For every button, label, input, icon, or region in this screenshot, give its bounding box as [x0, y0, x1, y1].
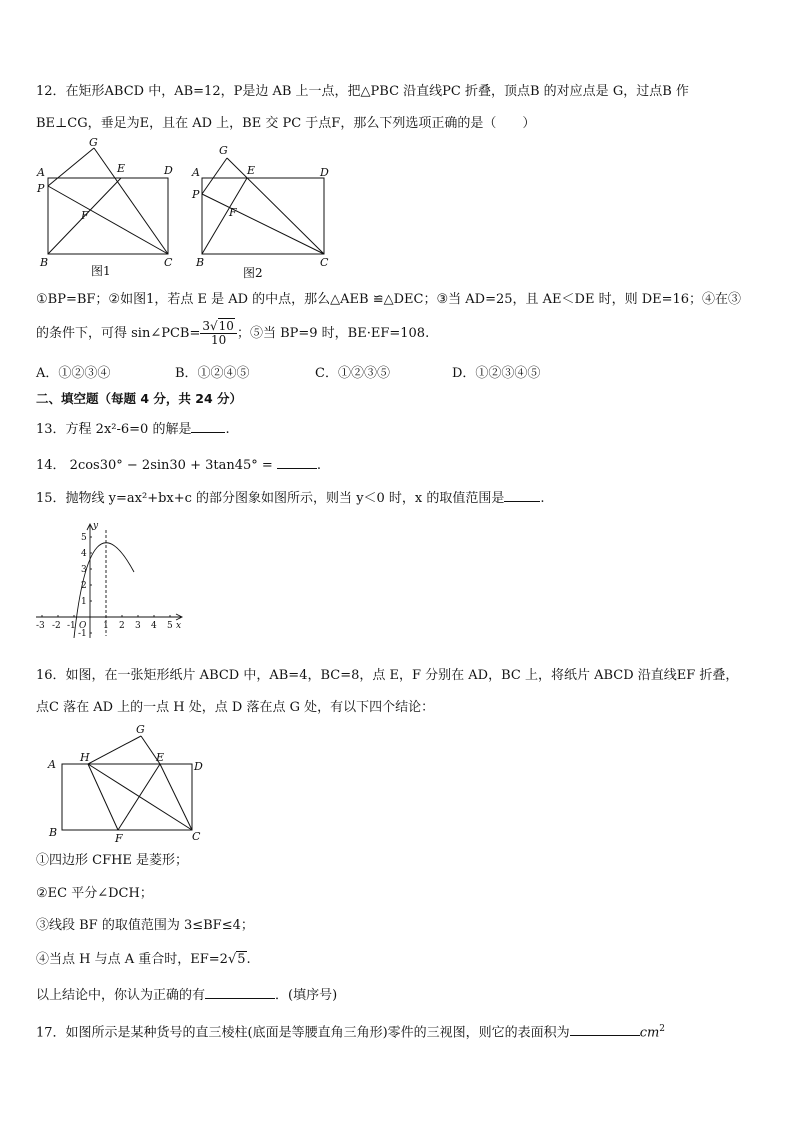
svg-text:2: 2 — [81, 581, 87, 591]
svg-text:D: D — [164, 164, 173, 177]
svg-text:F: F — [229, 206, 237, 219]
q16-line1: 16．如图，在一张矩形纸片 ABCD 中，AB=4，BC=8，点 E，F 分别在 AD，BC 上，将纸片 ABCD 沿直线EF 折叠， — [36, 668, 739, 683]
svg-text:-3: -3 — [36, 621, 45, 631]
q16-conclusion-2: ②EC 平分∠DCH； — [36, 886, 153, 901]
svg-text:G: G — [136, 723, 145, 736]
q12-figure-1 — [48, 148, 168, 254]
q13-answer-blank — [191, 432, 225, 433]
q12-figures — [30, 136, 340, 286]
q12-option-d: D．①②③④⑤ — [452, 366, 541, 381]
fig2-caption: 图2 — [243, 266, 263, 280]
q14: 14． 2cos30° − 2sin30 + 3tan45° = . — [36, 458, 322, 473]
q15-answer-blank — [504, 501, 540, 502]
svg-text:5: 5 — [167, 621, 173, 631]
q12-option-c: C．①②③⑤ — [315, 366, 390, 381]
svg-text:A: A — [192, 166, 200, 179]
svg-text:3: 3 — [135, 621, 141, 631]
svg-text:G: G — [219, 144, 228, 157]
y-axis-label: y — [93, 521, 99, 531]
q16-question: 以上结论中，你认为正确的有 ．(填序号) — [36, 988, 338, 1003]
svg-text:H: H — [80, 751, 90, 764]
q16-conclusion-4: ④当点 H 与点 A 重合时，EF=2√5. — [36, 952, 251, 967]
svg-text:A: A — [37, 166, 45, 179]
q16-figure — [44, 720, 219, 845]
q12-statements-line2: 的条件下，可得 sin∠PCB= $\frac{3√10}{10}$ ；⑤当 BP=9 时，BE·EF=108. — [36, 319, 430, 348]
svg-text:1: 1 — [81, 597, 87, 607]
q16-conclusion-1: ①四边形 CFHE 是菱形； — [36, 853, 189, 868]
svg-text:B: B — [196, 256, 205, 269]
svg-text:G: G — [89, 136, 98, 149]
svg-text:3: 3 — [81, 565, 87, 575]
q12-statements-line1: ①BP=BF；②如图1，若点 E 是 AD 的中点，那么△AEB ≌△DEC；③当 AD=25，且 AE＜DE 时，则 DE=16；④在③ — [36, 292, 742, 307]
sin-fraction: $\frac{3√10}{10}$ — [200, 320, 237, 347]
q12-figure-2 — [202, 158, 324, 254]
svg-text:5: 5 — [81, 533, 87, 543]
svg-text:E: E — [156, 751, 165, 764]
q16-conclusion-3: ③线段 BF 的取值范围为 3≤BF≤4； — [36, 918, 254, 933]
origin-label: O — [79, 621, 87, 631]
svg-text:P: P — [37, 182, 45, 195]
q15: 15．抛物线 y=ax²+bx+c 的部分图象如图所示，则当 y＜0 时，x 的取值范围是 . — [36, 491, 545, 506]
q17-answer-blank — [570, 1035, 640, 1036]
svg-text:-2: -2 — [52, 621, 61, 631]
svg-text:C: C — [164, 256, 173, 269]
svg-text:-1: -1 — [78, 629, 87, 639]
q12-line1: 12．在矩形ABCD 中，AB=12，P是边 AB 上一点，把△PBC 沿直线PC 折叠，顶点B 的对应点是 G，过点B 作 — [36, 84, 689, 99]
svg-text:B: B — [49, 826, 58, 839]
svg-text:E: E — [247, 164, 256, 177]
q17: 17．如图所示是某种货号的直三棱柱(底面是等腰直角三角形)零件的三视图，则它的表面积为 $cm^2$ — [36, 1024, 666, 1041]
q12-option-b: B．①②④⑤ — [175, 366, 250, 381]
q16-answer-blank — [205, 998, 275, 999]
q13: 13．方程 2x²-6=0 的解是 . — [36, 422, 230, 437]
svg-text:E: E — [117, 162, 126, 175]
svg-text:C: C — [320, 256, 329, 269]
x-axis-label: x — [176, 621, 182, 631]
section-heading: 二、填空题（每题 4 分，共 24 分） — [36, 391, 243, 406]
fig1-caption: 图1 — [91, 264, 111, 278]
svg-text:B: B — [40, 256, 49, 269]
svg-text:4: 4 — [81, 549, 87, 559]
svg-text:4: 4 — [151, 621, 157, 631]
svg-text:2: 2 — [119, 621, 125, 631]
svg-text:1: 1 — [103, 621, 109, 631]
svg-text:D: D — [194, 760, 203, 773]
svg-text:A: A — [48, 758, 56, 771]
svg-text:F: F — [115, 832, 123, 845]
q14-answer-blank — [277, 468, 317, 469]
svg-text:C: C — [192, 830, 201, 843]
parabola-graph — [34, 518, 194, 644]
q12-option-a: A．①②③④ — [36, 366, 111, 381]
svg-text:D: D — [320, 166, 329, 179]
svg-text:P: P — [192, 188, 200, 201]
svg-text:F: F — [81, 209, 89, 222]
q12-line2: BE⊥CG，垂足为E，且在 AD 上，BE 交 PC 于点F，那么下列选项正确的是（ ） — [36, 116, 536, 131]
q16-line2: 点C 落在 AD 上的一点 H 处，点 D 落在点 G 处，有以下四个结论： — [36, 700, 435, 715]
svg-text:-1: -1 — [67, 621, 76, 631]
